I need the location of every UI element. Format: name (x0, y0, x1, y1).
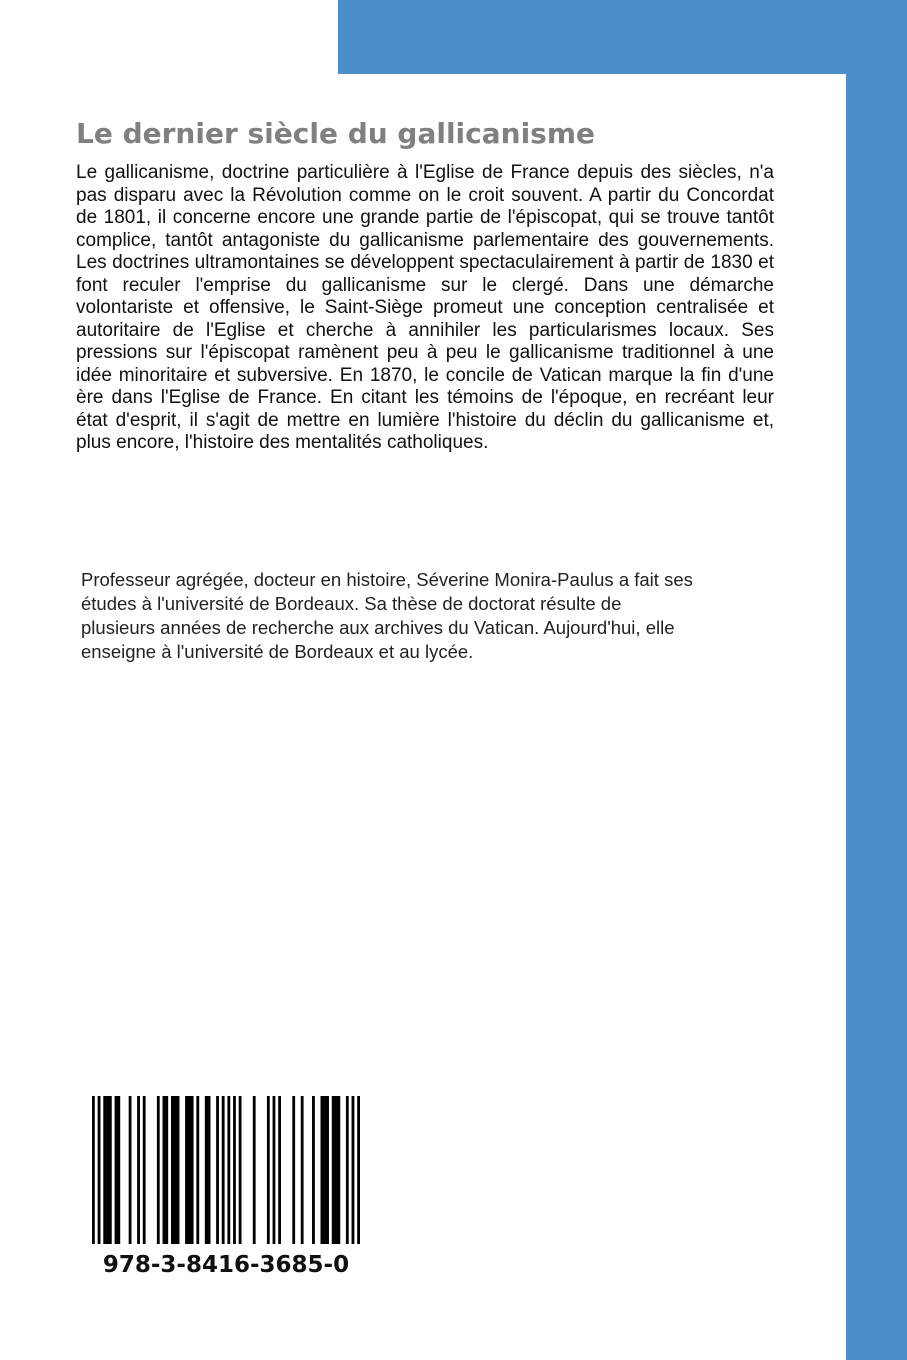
top-color-band (338, 0, 907, 74)
barcode-bar (301, 1096, 304, 1244)
author-bio (81, 568, 801, 664)
author-bio-line: études à l'université de Bordeaux. Sa thèse de doctorat résulte de (81, 593, 622, 614)
barcode-bar (185, 1096, 193, 1244)
author-bio-line: Professeur agrégée, docteur en histoire, Séverine Monira-Paulus a fait ses (81, 569, 693, 590)
barcode-bar (233, 1096, 236, 1244)
barcode-bar (346, 1096, 349, 1244)
barcode-bar (205, 1096, 211, 1244)
barcode-bar (332, 1096, 340, 1244)
book-title: Le dernier siècle du gallicanisme (76, 117, 595, 150)
barcode-bar (157, 1096, 160, 1244)
book-summary: Le gallicanisme, doctrine particulière à l'Eglise de France depuis des siècles, n'a pas disparu avec la Révolution comme on le croit souvent. A partir du Concordat de 1801, il concerne encore une grande partie de l'épiscopat, qui se trouve tantôt complice, tantôt antagoniste du gallicanisme parlementaire des gouvernements. Les doctrines ultramontaines se développent spectaculairement à partir de 1830 et font reculer l'emprise du gallicanisme sur le clergé. Dans une démarche volontariste et offensive, le Saint-Siège promeut une conception centralisée et autoritaire de l'Eglise et cherche à annihiler les particularismes locaux. Ses pressions sur l'épiscopat ramènent peu à peu le gallicanisme traditionnel à une idée minoritaire et subversive. En 1870, le concile de Vatican marque la fin d'une ère dans l'Eglise de France. En citant les témoins de l'époque, en recréant leur état d'esprit, il s'agit de mettre en lumière l'histoire du déclin du gallicanisme et, plus encore, l'histoire des mentalités catholiques. (76, 162, 774, 453)
author-bio-line: plusieurs années de recherche aux archives du Vatican. Aujourd'hui, elle (81, 617, 675, 638)
barcode-bar (273, 1096, 276, 1244)
barcode-bar (239, 1096, 242, 1244)
barcode-bar (278, 1096, 281, 1244)
barcode-bar (321, 1096, 329, 1244)
barcode-bar (129, 1096, 132, 1244)
barcode (92, 1096, 360, 1244)
barcode-bar (352, 1096, 355, 1244)
barcode-bar (92, 1096, 95, 1244)
barcode-bar (222, 1096, 225, 1244)
barcode-bar (227, 1096, 230, 1244)
barcode-graphic (92, 1096, 360, 1244)
barcode-bar (143, 1096, 146, 1244)
barcode-bar (115, 1096, 121, 1244)
barcode-bar (196, 1096, 199, 1244)
isbn-number: 978-3-8416-3685-0 (102, 1252, 350, 1278)
barcode-bar (357, 1096, 360, 1244)
barcode-bar (267, 1096, 270, 1244)
barcode-bar (171, 1096, 179, 1244)
barcode-bar (98, 1096, 101, 1244)
author-bio-line: enseigne à l'université de Bordeaux et au lycée. (81, 641, 474, 662)
barcode-bar (137, 1096, 140, 1244)
barcode-bar (103, 1096, 111, 1244)
barcode-bar (292, 1096, 295, 1244)
barcode-bar (216, 1096, 219, 1244)
barcode-bar (312, 1096, 315, 1244)
barcode-bar (253, 1096, 256, 1244)
barcode-bar (163, 1096, 169, 1244)
side-color-band (846, 74, 907, 1360)
